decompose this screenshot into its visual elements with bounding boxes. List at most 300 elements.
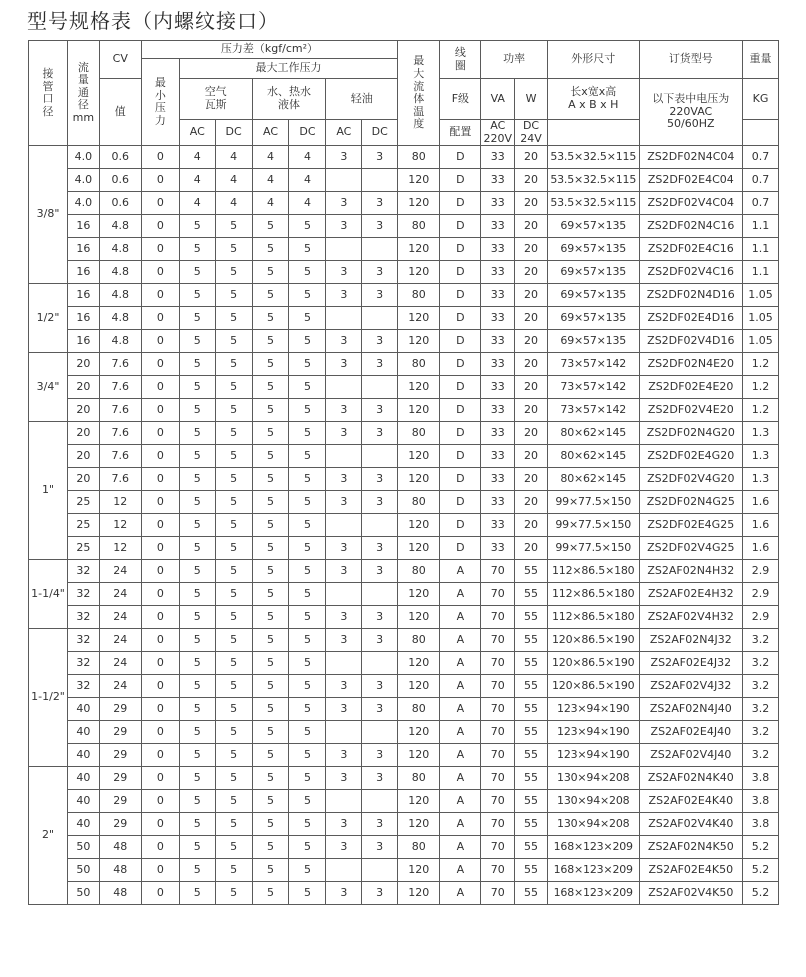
- air-dc-cell: 5: [215, 790, 252, 813]
- cv-cell: 7.6: [99, 422, 141, 445]
- air-dc-cell: 5: [215, 468, 252, 491]
- max-temp-cell: 120: [398, 790, 440, 813]
- power-va-cell: 70: [481, 583, 515, 606]
- dimensions-cell: 69×57×135: [547, 307, 639, 330]
- water-ac-cell: 5: [252, 284, 289, 307]
- flow-diameter-cell: 40: [68, 790, 100, 813]
- power-w-cell: 20: [515, 284, 548, 307]
- coil-config-cell: A: [440, 652, 481, 675]
- water-dc-cell: 4: [289, 192, 326, 215]
- water-dc-cell: 5: [289, 652, 326, 675]
- cv-cell: 24: [99, 606, 141, 629]
- min-pressure-cell: 0: [141, 307, 179, 330]
- min-pressure-cell: 0: [141, 215, 179, 238]
- dimensions-cell: 73×57×142: [547, 353, 639, 376]
- cv-cell: 24: [99, 583, 141, 606]
- max-temp-cell: 120: [398, 721, 440, 744]
- air-ac-cell: 5: [179, 537, 215, 560]
- air-ac-cell: 5: [179, 261, 215, 284]
- oil-dc-cell: 3: [362, 606, 398, 629]
- power-w-cell: 20: [515, 215, 548, 238]
- power-va-cell: 70: [481, 560, 515, 583]
- power-w-cell: 55: [515, 744, 548, 767]
- order-model-cell: ZS2AF02V4J32: [639, 675, 742, 698]
- min-pressure-cell: 0: [141, 169, 179, 192]
- header-light-oil: 轻油: [326, 79, 398, 120]
- flow-diameter-cell: 40: [68, 767, 100, 790]
- air-dc-cell: 5: [215, 744, 252, 767]
- coil-config-cell: D: [440, 514, 481, 537]
- min-pressure-cell: 0: [141, 629, 179, 652]
- power-w-cell: 55: [515, 859, 548, 882]
- oil-dc-cell: [362, 859, 398, 882]
- min-pressure-cell: 0: [141, 445, 179, 468]
- water-dc-cell: 5: [289, 767, 326, 790]
- order-model-cell: ZS2AF02N4H32: [639, 560, 742, 583]
- header-cv-value: 值: [99, 79, 141, 146]
- air-dc-cell: 5: [215, 629, 252, 652]
- coil-config-cell: A: [440, 767, 481, 790]
- air-dc-cell: 4: [215, 192, 252, 215]
- air-ac-cell: 5: [179, 445, 215, 468]
- water-ac-cell: 4: [252, 192, 289, 215]
- weight-cell: 1.05: [743, 330, 779, 353]
- oil-ac-cell: 3: [326, 491, 362, 514]
- power-va-cell: 33: [481, 445, 515, 468]
- oil-ac-cell: 3: [326, 353, 362, 376]
- weight-cell: 1.05: [743, 307, 779, 330]
- max-temp-cell: 120: [398, 859, 440, 882]
- header-water-liquid: 水、热水 液体: [252, 79, 326, 120]
- cv-cell: 12: [99, 491, 141, 514]
- weight-cell: 1.3: [743, 422, 779, 445]
- min-pressure-cell: 0: [141, 261, 179, 284]
- oil-ac-cell: [326, 169, 362, 192]
- water-ac-cell: 5: [252, 422, 289, 445]
- power-w-cell: 20: [515, 422, 548, 445]
- power-va-cell: 70: [481, 629, 515, 652]
- oil-dc-cell: 3: [362, 675, 398, 698]
- flow-diameter-cell: 32: [68, 629, 100, 652]
- air-dc-cell: 5: [215, 422, 252, 445]
- min-pressure-cell: 0: [141, 330, 179, 353]
- coil-config-cell: D: [440, 307, 481, 330]
- oil-ac-cell: 3: [326, 813, 362, 836]
- oil-dc-cell: 3: [362, 882, 398, 905]
- oil-ac-cell: 3: [326, 560, 362, 583]
- air-dc-cell: 5: [215, 330, 252, 353]
- water-ac-cell: 5: [252, 767, 289, 790]
- air-ac-cell: 5: [179, 767, 215, 790]
- power-va-cell: 33: [481, 491, 515, 514]
- air-ac-cell: 5: [179, 652, 215, 675]
- table-row: [29, 606, 779, 629]
- oil-dc-cell: 3: [362, 491, 398, 514]
- air-ac-cell: 5: [179, 238, 215, 261]
- dimensions-cell: 53.5×32.5×115: [547, 146, 639, 169]
- power-w-cell: 20: [515, 307, 548, 330]
- air-ac-cell: 5: [179, 560, 215, 583]
- cv-cell: 7.6: [99, 468, 141, 491]
- order-model-cell: ZS2DF02E4G25: [639, 514, 742, 537]
- oil-ac-cell: 3: [326, 675, 362, 698]
- coil-config-cell: D: [440, 491, 481, 514]
- flow-diameter-cell: 50: [68, 882, 100, 905]
- power-w-cell: 55: [515, 560, 548, 583]
- table-row: [29, 882, 779, 905]
- min-pressure-cell: 0: [141, 537, 179, 560]
- dimensions-cell: 99×77.5×150: [547, 514, 639, 537]
- table-row: [29, 238, 779, 261]
- coil-config-cell: D: [440, 422, 481, 445]
- air-ac-cell: 5: [179, 422, 215, 445]
- air-dc-cell: 5: [215, 215, 252, 238]
- oil-dc-cell: [362, 721, 398, 744]
- water-dc-cell: 5: [289, 261, 326, 284]
- min-pressure-cell: 0: [141, 882, 179, 905]
- table-row: [29, 583, 779, 606]
- cv-cell: 0.6: [99, 146, 141, 169]
- flow-diameter-cell: 20: [68, 376, 100, 399]
- oil-ac-cell: [326, 790, 362, 813]
- coil-config-cell: D: [440, 537, 481, 560]
- pipe-size-cell: 1-1/4": [29, 560, 68, 629]
- water-dc-cell: 5: [289, 445, 326, 468]
- dimensions-cell: 80×62×145: [547, 468, 639, 491]
- coil-config-cell: A: [440, 560, 481, 583]
- dimensions-cell: 112×86.5×180: [547, 606, 639, 629]
- dimensions-cell: 69×57×135: [547, 215, 639, 238]
- oil-ac-cell: 3: [326, 606, 362, 629]
- max-temp-cell: 120: [398, 238, 440, 261]
- flow-diameter-cell: 40: [68, 813, 100, 836]
- water-ac-cell: 5: [252, 721, 289, 744]
- oil-dc-cell: 3: [362, 330, 398, 353]
- cv-cell: 7.6: [99, 399, 141, 422]
- flow-diameter-cell: 16: [68, 330, 100, 353]
- flow-diameter-cell: 40: [68, 698, 100, 721]
- table-row: [29, 721, 779, 744]
- spec-table: [28, 40, 779, 905]
- air-ac-cell: 5: [179, 606, 215, 629]
- min-pressure-cell: 0: [141, 399, 179, 422]
- air-dc-cell: 5: [215, 836, 252, 859]
- power-w-cell: 20: [515, 491, 548, 514]
- cv-cell: 29: [99, 767, 141, 790]
- max-temp-cell: 80: [398, 767, 440, 790]
- air-dc-cell: 5: [215, 583, 252, 606]
- min-pressure-cell: 0: [141, 767, 179, 790]
- dimensions-cell: 112×86.5×180: [547, 560, 639, 583]
- min-pressure-cell: 0: [141, 422, 179, 445]
- water-ac-cell: 5: [252, 606, 289, 629]
- table-row: [29, 790, 779, 813]
- order-model-cell: ZS2AF02N4K40: [639, 767, 742, 790]
- order-model-cell: ZS2AF02V4K50: [639, 882, 742, 905]
- air-ac-cell: 5: [179, 468, 215, 491]
- min-pressure-cell: 0: [141, 560, 179, 583]
- table-row: [29, 537, 779, 560]
- power-w-cell: 20: [515, 468, 548, 491]
- oil-ac-cell: 3: [326, 284, 362, 307]
- header-coil-f: F级: [440, 79, 481, 120]
- table-row: [29, 284, 779, 307]
- water-dc-cell: 5: [289, 882, 326, 905]
- table-row: [29, 560, 779, 583]
- power-w-cell: 20: [515, 238, 548, 261]
- table-row: [29, 813, 779, 836]
- power-va-cell: 70: [481, 606, 515, 629]
- oil-dc-cell: [362, 652, 398, 675]
- power-va-cell: 70: [481, 767, 515, 790]
- header-coil-config: 配置: [440, 120, 481, 146]
- dimensions-cell: 168×123×209: [547, 859, 639, 882]
- power-w-cell: 20: [515, 514, 548, 537]
- flow-diameter-cell: 20: [68, 399, 100, 422]
- order-model-cell: ZS2DF02N4C16: [639, 215, 742, 238]
- dimensions-cell: 69×57×135: [547, 261, 639, 284]
- air-dc-cell: 5: [215, 353, 252, 376]
- oil-dc-cell: 3: [362, 261, 398, 284]
- pipe-size-cell: 1-1/2": [29, 629, 68, 767]
- water-ac-cell: 5: [252, 514, 289, 537]
- water-dc-cell: 5: [289, 813, 326, 836]
- dimensions-cell: 53.5×32.5×115: [547, 192, 639, 215]
- weight-cell: 5.2: [743, 836, 779, 859]
- water-ac-cell: 5: [252, 629, 289, 652]
- max-temp-cell: 80: [398, 560, 440, 583]
- header-oil-dc: DC: [362, 120, 398, 146]
- air-dc-cell: 5: [215, 606, 252, 629]
- air-ac-cell: 5: [179, 813, 215, 836]
- header-air-dc: DC: [215, 120, 252, 146]
- water-dc-cell: 5: [289, 606, 326, 629]
- water-ac-cell: 5: [252, 491, 289, 514]
- water-ac-cell: 5: [252, 399, 289, 422]
- weight-cell: 2.9: [743, 583, 779, 606]
- max-temp-cell: 120: [398, 606, 440, 629]
- air-ac-cell: 5: [179, 882, 215, 905]
- water-dc-cell: 5: [289, 744, 326, 767]
- header-min-pressure: 最 小 压 力: [141, 59, 179, 146]
- flow-diameter-cell: 50: [68, 836, 100, 859]
- oil-ac-cell: 3: [326, 537, 362, 560]
- water-ac-cell: 5: [252, 537, 289, 560]
- air-dc-cell: 4: [215, 146, 252, 169]
- header-water-dc: DC: [289, 120, 326, 146]
- coil-config-cell: A: [440, 698, 481, 721]
- air-dc-cell: 5: [215, 882, 252, 905]
- header-w: W: [515, 79, 548, 120]
- min-pressure-cell: 0: [141, 146, 179, 169]
- air-dc-cell: 4: [215, 169, 252, 192]
- air-ac-cell: 5: [179, 859, 215, 882]
- cv-cell: 4.8: [99, 284, 141, 307]
- cv-cell: 7.6: [99, 445, 141, 468]
- oil-ac-cell: [326, 238, 362, 261]
- coil-config-cell: D: [440, 146, 481, 169]
- oil-ac-cell: [326, 859, 362, 882]
- power-w-cell: 55: [515, 675, 548, 698]
- oil-ac-cell: [326, 721, 362, 744]
- order-model-cell: ZS2AF02N4J32: [639, 629, 742, 652]
- min-pressure-cell: 0: [141, 491, 179, 514]
- water-dc-cell: 5: [289, 790, 326, 813]
- air-ac-cell: 5: [179, 790, 215, 813]
- power-va-cell: 33: [481, 215, 515, 238]
- water-ac-cell: 5: [252, 652, 289, 675]
- dimensions-cell: 130×94×208: [547, 790, 639, 813]
- power-va-cell: 33: [481, 238, 515, 261]
- water-dc-cell: 4: [289, 169, 326, 192]
- weight-cell: 3.8: [743, 790, 779, 813]
- max-temp-cell: 120: [398, 514, 440, 537]
- water-dc-cell: 5: [289, 376, 326, 399]
- order-model-cell: ZS2AF02E4K40: [639, 790, 742, 813]
- oil-ac-cell: 3: [326, 330, 362, 353]
- dimensions-cell: 120×86.5×190: [547, 675, 639, 698]
- water-dc-cell: 5: [289, 491, 326, 514]
- water-ac-cell: 5: [252, 238, 289, 261]
- air-ac-cell: 5: [179, 514, 215, 537]
- dimensions-cell: 73×57×142: [547, 399, 639, 422]
- oil-ac-cell: 3: [326, 422, 362, 445]
- power-w-cell: 20: [515, 353, 548, 376]
- max-temp-cell: 120: [398, 307, 440, 330]
- air-dc-cell: 5: [215, 491, 252, 514]
- weight-cell: 1.6: [743, 491, 779, 514]
- pipe-size-cell: 2": [29, 767, 68, 905]
- order-model-cell: ZS2DF02E4C04: [639, 169, 742, 192]
- water-dc-cell: 5: [289, 307, 326, 330]
- weight-cell: 3.2: [743, 675, 779, 698]
- order-model-cell: ZS2DF02V4G25: [639, 537, 742, 560]
- oil-ac-cell: 3: [326, 215, 362, 238]
- header-coil: 线 圈: [440, 41, 481, 79]
- oil-ac-cell: [326, 514, 362, 537]
- table-row: [29, 261, 779, 284]
- min-pressure-cell: 0: [141, 744, 179, 767]
- oil-ac-cell: 3: [326, 261, 362, 284]
- power-va-cell: 33: [481, 422, 515, 445]
- water-dc-cell: 5: [289, 422, 326, 445]
- table-row: [29, 767, 779, 790]
- flow-diameter-cell: 40: [68, 721, 100, 744]
- header-pressure-diff: 压力差（kgf/cm²）: [141, 41, 397, 59]
- power-w-cell: 20: [515, 169, 548, 192]
- water-ac-cell: 5: [252, 330, 289, 353]
- order-model-cell: ZS2DF02V4E20: [639, 399, 742, 422]
- table-row: [29, 514, 779, 537]
- max-temp-cell: 120: [398, 583, 440, 606]
- min-pressure-cell: 0: [141, 652, 179, 675]
- order-model-cell: ZS2AF02E4J32: [639, 652, 742, 675]
- oil-ac-cell: 3: [326, 146, 362, 169]
- coil-config-cell: A: [440, 882, 481, 905]
- dimensions-cell: 53.5×32.5×115: [547, 169, 639, 192]
- header-power: 功率: [481, 41, 547, 79]
- water-ac-cell: 5: [252, 698, 289, 721]
- table-row: [29, 445, 779, 468]
- coil-config-cell: A: [440, 813, 481, 836]
- air-dc-cell: 5: [215, 307, 252, 330]
- flow-diameter-cell: 20: [68, 422, 100, 445]
- order-model-cell: ZS2DF02E4C16: [639, 238, 742, 261]
- pipe-size-cell: 1": [29, 422, 68, 560]
- oil-dc-cell: 3: [362, 767, 398, 790]
- power-w-cell: 20: [515, 192, 548, 215]
- water-ac-cell: 5: [252, 882, 289, 905]
- max-temp-cell: 80: [398, 146, 440, 169]
- order-model-cell: ZS2AF02E4H32: [639, 583, 742, 606]
- coil-config-cell: A: [440, 836, 481, 859]
- order-model-cell: ZS2DF02V4D16: [639, 330, 742, 353]
- cv-cell: 24: [99, 629, 141, 652]
- header-order-note: 以下表中电压为 220VAC 50/60HZ: [639, 79, 742, 146]
- max-temp-cell: 120: [398, 399, 440, 422]
- water-ac-cell: 5: [252, 261, 289, 284]
- cv-cell: 48: [99, 859, 141, 882]
- max-temp-cell: 120: [398, 813, 440, 836]
- flow-diameter-cell: 16: [68, 238, 100, 261]
- max-temp-cell: 120: [398, 261, 440, 284]
- max-temp-cell: 120: [398, 330, 440, 353]
- power-va-cell: 33: [481, 468, 515, 491]
- oil-dc-cell: [362, 169, 398, 192]
- air-dc-cell: 5: [215, 376, 252, 399]
- coil-config-cell: A: [440, 629, 481, 652]
- power-va-cell: 70: [481, 882, 515, 905]
- power-va-cell: 33: [481, 514, 515, 537]
- header-pipe-size: 接 管 口 径: [29, 41, 68, 146]
- oil-dc-cell: 3: [362, 629, 398, 652]
- power-va-cell: 70: [481, 790, 515, 813]
- header-air-ac: AC: [179, 120, 215, 146]
- table-row: [29, 468, 779, 491]
- header-order-model: 订货型号: [639, 41, 742, 79]
- coil-config-cell: A: [440, 790, 481, 813]
- oil-ac-cell: 3: [326, 399, 362, 422]
- coil-config-cell: A: [440, 859, 481, 882]
- min-pressure-cell: 0: [141, 698, 179, 721]
- weight-cell: 1.05: [743, 284, 779, 307]
- max-temp-cell: 120: [398, 652, 440, 675]
- water-dc-cell: 5: [289, 629, 326, 652]
- power-va-cell: 70: [481, 721, 515, 744]
- flow-diameter-cell: 25: [68, 537, 100, 560]
- dimensions-cell: 123×94×190: [547, 744, 639, 767]
- oil-dc-cell: 3: [362, 836, 398, 859]
- weight-cell: 3.2: [743, 744, 779, 767]
- power-va-cell: 33: [481, 399, 515, 422]
- water-dc-cell: 5: [289, 238, 326, 261]
- order-model-cell: ZS2AF02V4H32: [639, 606, 742, 629]
- flow-diameter-cell: 4.0: [68, 169, 100, 192]
- air-dc-cell: 5: [215, 261, 252, 284]
- header-max-temp: 最 大 流 体 温 度: [398, 41, 440, 146]
- air-ac-cell: 4: [179, 146, 215, 169]
- air-dc-cell: 5: [215, 514, 252, 537]
- oil-dc-cell: 3: [362, 813, 398, 836]
- air-ac-cell: 5: [179, 675, 215, 698]
- weight-cell: 3.2: [743, 698, 779, 721]
- air-ac-cell: 5: [179, 698, 215, 721]
- flow-diameter-cell: 20: [68, 353, 100, 376]
- power-w-cell: 55: [515, 813, 548, 836]
- oil-ac-cell: [326, 652, 362, 675]
- table-row: [29, 491, 779, 514]
- dimensions-cell: 112×86.5×180: [547, 583, 639, 606]
